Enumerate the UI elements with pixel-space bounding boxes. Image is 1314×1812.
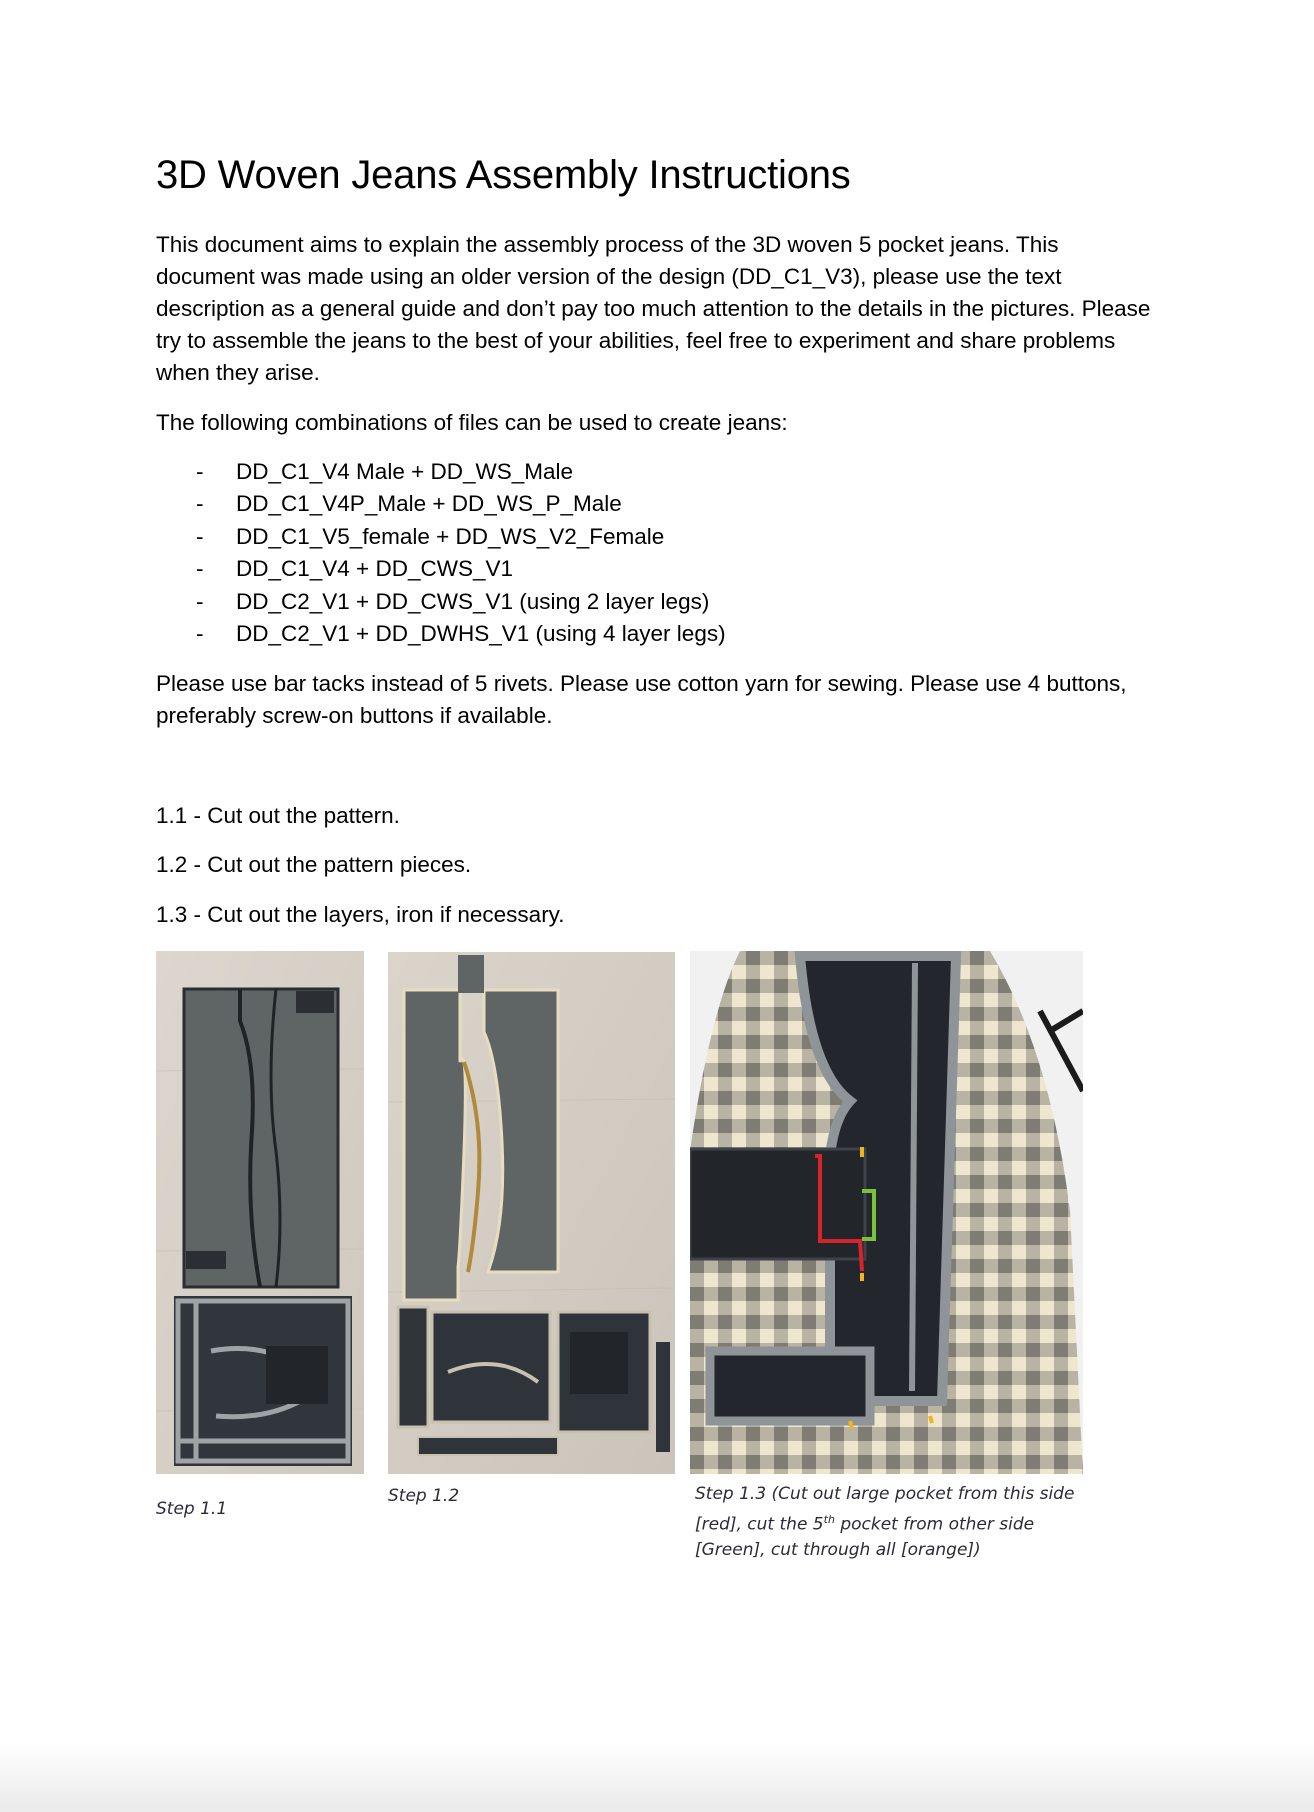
notes-paragraph: Please use bar tacks instead of 5 rivets. Please use cotton yarn for sewing. Please use 4 buttons, preferably screw-on buttons if available. xyxy=(156,671,1127,728)
list-marker: - xyxy=(196,588,204,614)
list-marker: - xyxy=(196,491,204,517)
list-item xyxy=(156,618,726,650)
list-item xyxy=(156,456,726,488)
combinations-intro: The following combinations of files can be used to create jeans: xyxy=(156,410,788,435)
cut-pattern-pieces-image xyxy=(388,952,675,1474)
list-marker: - xyxy=(196,523,204,549)
fabric-pattern-image xyxy=(156,951,364,1474)
list-item xyxy=(156,586,726,618)
list-item-text: DD_C2_V1 + DD_DWHS_V1 (using 4 layer legs) xyxy=(236,621,726,647)
list-item-text: DD_C1_V4 Male + DD_WS_Male xyxy=(236,459,574,484)
caption-step-1-3-part-a: Step 1.3 (Cut out large pocket from this side [red], cut the 5 xyxy=(695,1484,1075,1535)
caption-step-1-3-superscript: th xyxy=(823,1513,835,1526)
list-item xyxy=(156,553,726,585)
intro-paragraph: This document aims to explain the assembly process of the 3D woven 5 pocket jeans. This document was made using an older version of the design (DD_C1_V3), please use the text description as a general guide and don’t pay too much attention to the details in the pictures. Please try to assemble the jeans to the best of your abilities, feel free to experiment and share problems when they arise. xyxy=(156,232,1151,385)
caption-step-1-3 xyxy=(695,1482,1095,1563)
list-marker: - xyxy=(196,621,204,647)
pocket-layers-image xyxy=(690,951,1083,1474)
list-item xyxy=(156,521,726,553)
list-item-text: DD_C1_V5_female + DD_WS_V2_Female xyxy=(236,523,665,549)
step-1-3-text: 1.3 - Cut out the layers, iron if necessary. xyxy=(156,902,565,927)
caption-step-1-2: Step 1.2 xyxy=(388,1486,460,1506)
step-1-2-text: 1.2 - Cut out the pattern pieces. xyxy=(156,852,472,877)
list-marker: - xyxy=(196,459,204,484)
list-item-text: DD_C2_V1 + DD_CWS_V1 (using 2 layer legs) xyxy=(236,588,710,614)
caption-step-1-1: Step 1.1 xyxy=(156,1499,228,1519)
step-1-1-text: 1.1 - Cut out the pattern. xyxy=(156,803,400,828)
document-title: 3D Woven Jeans Assembly Instructions xyxy=(156,153,851,197)
step-1-3-photo xyxy=(690,951,1083,1474)
list-item xyxy=(156,488,726,520)
page-bottom-shadow xyxy=(0,1742,1314,1812)
caption-step-1-3-part-b: pocket from other side [Green], cut through all [orange]) xyxy=(695,1514,1035,1560)
step-1-2-photo xyxy=(388,952,675,1474)
combinations-list xyxy=(156,456,726,650)
step-1-1-photo xyxy=(156,951,364,1474)
list-item-text: DD_C1_V4P_Male + DD_WS_P_Male xyxy=(236,491,622,517)
list-item-text: DD_C1_V4 + DD_CWS_V1 xyxy=(236,556,513,582)
list-marker: - xyxy=(196,556,204,582)
